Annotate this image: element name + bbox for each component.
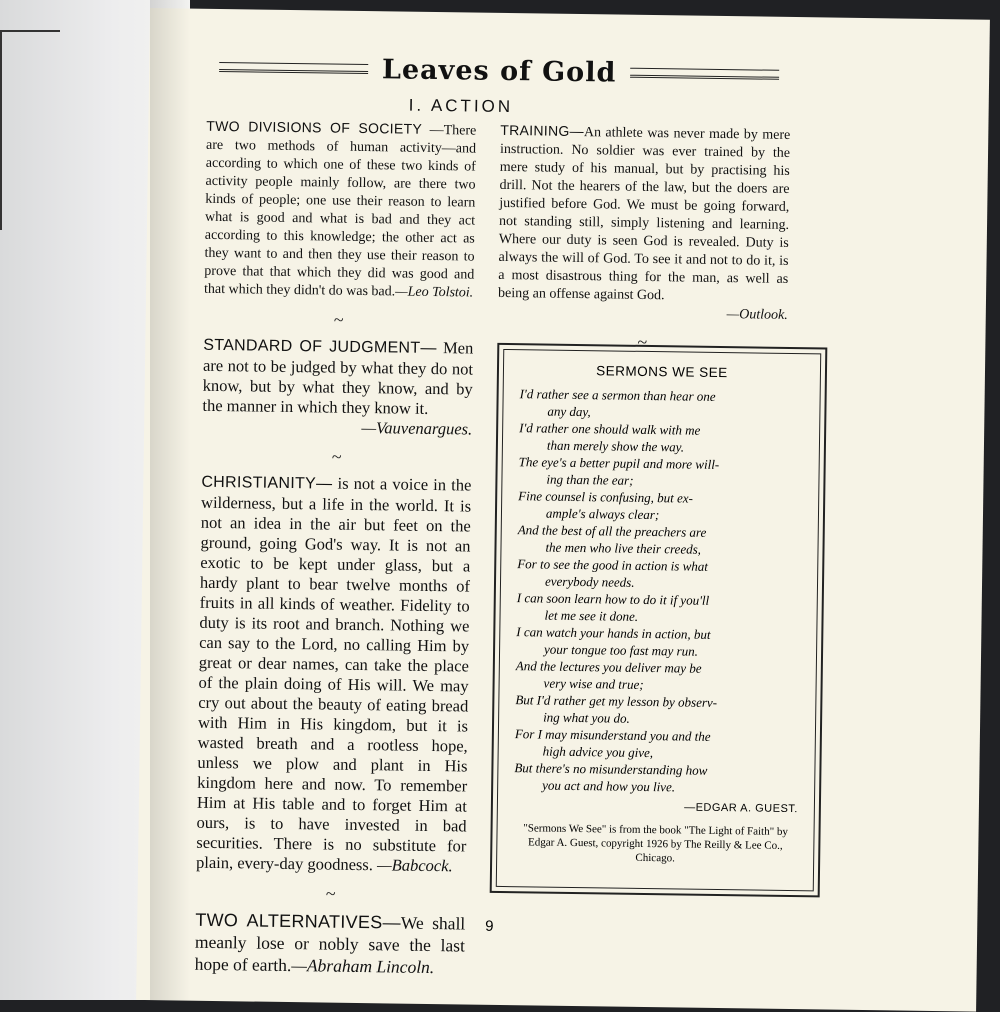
- poem-line: high advice you give,: [542, 743, 654, 761]
- poem-title: SERMONS WE SEE: [596, 363, 728, 381]
- poem-line: I'd rather see a sermon than hear one: [519, 386, 716, 404]
- entry-heading: CHRISTIANITY—: [201, 473, 333, 493]
- poem-line: your tongue too fast may run.: [543, 641, 699, 659]
- entry-text: We shall meanly lose or nobly save the last hope of earth.: [194, 912, 466, 976]
- flourish-ornament: ~: [637, 331, 648, 352]
- facing-page-rule: [0, 30, 60, 32]
- entry-author: —Outlook.: [726, 307, 788, 323]
- poem-line: For I may misunderstand you and the: [514, 726, 711, 744]
- header-rule-right: [630, 68, 779, 80]
- entry-author: —Babcock.: [376, 855, 453, 876]
- poem-author: —EDGAR A. GUEST.: [684, 801, 798, 816]
- poem-line: ample's always clear;: [545, 505, 660, 523]
- poem-line: But I'd rather get my lesson by observ-: [515, 692, 718, 710]
- book-title: Leaves of Gold: [381, 53, 617, 89]
- poem-line: you act and how you live.: [542, 777, 676, 795]
- poem-line: everybody needs.: [544, 573, 635, 590]
- entry-judgment: [202, 335, 473, 440]
- entry-author: —Vauvenargues.: [361, 417, 473, 439]
- poem-line: very wise and true;: [543, 675, 644, 692]
- entry-text: An athlete was never made by mere instruction. No soldier was ever trained by the mere study of his manual, but by practising his drill. Not the hearers of the law, but the doers are justified before God. We must be going forward, not standing still, simply listening and learning. Where our duty is seen God is revealed. Duty is always the will of God. To see it and not to do it, is a most disastrous thing for the man, as well as being an offense against God.: [497, 125, 791, 304]
- right-column: [497, 121, 790, 361]
- poem-line: the men who live their creeds,: [545, 539, 702, 557]
- poem-box: [490, 343, 828, 898]
- entry-author: —Leo Tolstoi.: [395, 284, 474, 301]
- poem-line: And the lectures you deliver may be: [515, 658, 702, 676]
- entry-author: —Abraham Lincoln.: [291, 955, 435, 978]
- entry-text: Men are not to be judged by what they do not know, but by what they know, and by the manner in which they know it.: [202, 338, 474, 418]
- poem-line: ing what you do.: [543, 709, 630, 726]
- poem-line: any day,: [547, 403, 591, 420]
- flourish-ornament: ~: [333, 309, 344, 330]
- poem-line: I can watch your hands in action, but: [516, 624, 711, 642]
- entry-christianity: [196, 472, 472, 877]
- facing-page-border: [0, 30, 2, 230]
- page-number: 9: [485, 917, 494, 935]
- poem-line: let me see it done.: [544, 607, 639, 624]
- left-column: [195, 117, 477, 979]
- entry-alternatives: [195, 909, 466, 979]
- poem-line: The eye's a better pupil and more will-: [518, 454, 720, 472]
- entry-training: [498, 121, 791, 325]
- flourish-ornament: ~: [331, 446, 342, 467]
- book-page: [136, 8, 990, 1012]
- entry-heading: STANDARD OF JUDGMENT—: [203, 336, 437, 358]
- entry-heading: TWO ALTERNATIVES—: [195, 909, 401, 933]
- section-heading: I. ACTION: [408, 95, 514, 117]
- entry-text: —There are two methods of human activity—and according to which one of these two kinds of activity people mainly follow, are there two kinds of people; one use their reason to learn what is good and what is bad and they act according to this knowledge; the other act as they want to and then they use their reason to prove that that which they did was good and that which they didn't do was bad.: [203, 122, 477, 300]
- poem-line: For to see the good in action is what: [517, 556, 709, 574]
- poem-copyright-note: "Sermons We See" is from the book "The Light of Faith" by Edgar A. Guest, copyright 1926 by The Reilly & Lee Co., Chicago.: [523, 822, 788, 865]
- poem-line: I'd rather one should walk with me: [519, 420, 701, 438]
- flourish-ornament: ~: [325, 883, 336, 904]
- poem-line: ing than the ear;: [546, 471, 634, 488]
- poem-line: I can soon learn how to do it if you'll: [516, 590, 710, 608]
- poem-box-inner: [496, 349, 821, 891]
- entry-text: is not a voice in the wilderness, but a life in the world. It is not an idea in the air but feet on the ground, going God's way. It is not an exotic to be kept under glass, but a hardy plant to bear twelve months of fruits in all kinds of weather. Fidelity to duty is its root and branch. Nothing we can say to the Lord, no calling Him by great or dear names, can take the place of the plain doing of His will. We may cry out about the beauty of eating bread with Him in His kingdom, but it is wasted breath and a rootless hope, unless we plow and plant in His kingdom here and now. To remember Him at His table and to forget Him at ours, is to have invested in bad securities. There is no substitute for plain, every-day goodness.: [195, 473, 472, 875]
- poem-line: But there's no misunderstanding how: [514, 760, 708, 778]
- poem-line: Fine counsel is confusing, but ex-: [518, 488, 694, 506]
- page-header: [219, 47, 780, 95]
- entry-heading: TRAINING—: [500, 121, 585, 140]
- poem-line: And the best of all the preachers are: [517, 522, 707, 540]
- entry-tolstoi: [204, 117, 477, 303]
- poem-body: [514, 385, 804, 797]
- entry-heading: TWO DIVISIONS OF SOCIETY: [206, 117, 423, 137]
- poem-line: than merely show the way.: [546, 437, 685, 455]
- header-rule-left: [219, 62, 368, 74]
